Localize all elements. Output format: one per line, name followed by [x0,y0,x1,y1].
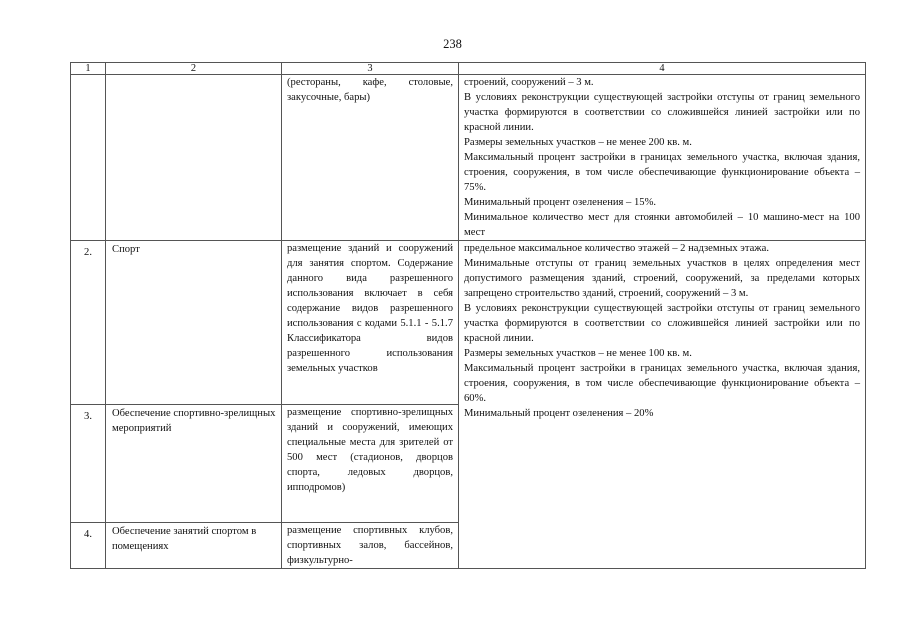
row-number: 2. [71,241,106,405]
use-description: (рестораны, кафе, столовые, закусочные, бары) [282,75,459,241]
parameter-text: Минимальный процент озеленения – 20% [464,408,654,419]
parameter-text: Минимальный процент озеленения – 15%. [464,197,657,208]
header-col-1: 1 [71,63,106,75]
page-number: 238 [443,37,462,51]
parameter-text: Максимальный процент застройки в границах земельного участка, включая здания, строения, сооружения, в том числе обеспечивающие функционирование объекта – 60%. [464,363,860,404]
parameter-text: Минимальное количество мест для стоянки автомобилей – 10 машино-мест на 100 мест [464,212,860,238]
parameter-text: Размеры земельных участков – не менее 200 кв. м. [464,137,692,148]
parameter-text: Размеры земельных участков – не менее 100 кв. м. [464,348,692,359]
use-name [106,75,282,241]
parameter-text: Максимальный процент застройки в границах земельного участка, включая здания, строения, сооружения, в том числе обеспечивающие функционирование объекта – 75%. [464,152,860,193]
row-number: 4. [71,523,106,569]
header-col-2: 2 [106,63,282,75]
use-description: размещение спортивных клубов, спортивных залов, бассейнов, физкультурно- [282,523,459,569]
use-name: Обеспечение занятий спортом в помещениях [106,523,282,569]
parameter-text: Минимальные отступы от границ земельных участков в целях определения мест допустимого размещения зданий, строений, сооружений, за пределами которых запрещено строительство зданий, строений, сооружений – 3 м. [464,258,860,299]
parameter-text: предельное максимальное количество этажей – 2 надземных этажа. [464,243,769,254]
parameter-text: В условиях реконструкции существующей застройки отступы от границ земельного участка формируются в соответствии со сложившейся линией застройки или по красной линии. [464,92,860,133]
row-number: 3. [71,405,106,523]
table-row [71,75,866,241]
header-row [71,63,866,75]
use-description: размещение спортивно-зрелищных зданий и сооружений, имеющих специальные места для зрителей от 500 мест (стадионов, дворцов спорта, ледовых дворцов, ипподромов) [282,405,459,523]
zoning-table [70,62,866,569]
parameter-text: строений, сооружений – 3 м. [464,77,594,88]
header-col-3: 3 [282,63,459,75]
shared-parameters-cell [459,241,866,569]
header-col-4: 4 [459,63,866,75]
use-name: Обеспечение спортивно-зрелищных мероприятий [106,405,282,523]
use-description: размещение зданий и сооружений для занятия спортом. Содержание данного вида разрешенного использования включает в себя содержание видов разрешенного использования с кодами 5.1.1 - 5.1.7 Классификатора видов разрешенного использования земельных участков [282,241,459,405]
parameter-text: В условиях реконструкции существующей застройки отступы от границ земельного участка формируются в соответствии со сложившейся линией застройки или по красной линии. [464,303,860,344]
row-number [71,75,106,241]
use-name: Спорт [106,241,282,405]
table-row [71,241,866,405]
parameters-cell [459,75,866,241]
